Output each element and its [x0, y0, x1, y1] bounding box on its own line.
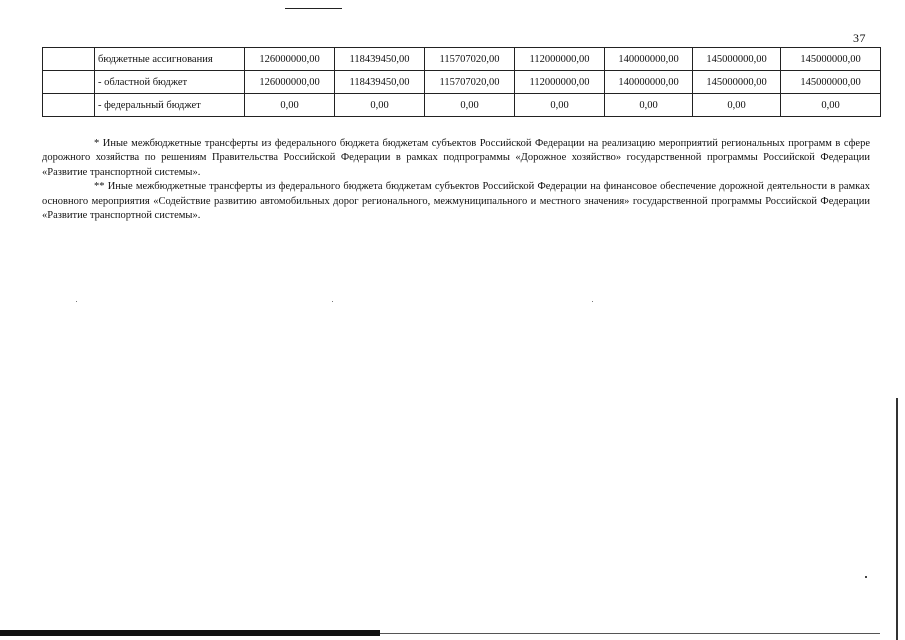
table-row-regional-budget: [43, 71, 881, 94]
value-cell: 145000000,00: [781, 48, 881, 71]
page-number: 37: [853, 31, 866, 45]
scan-bottom-rule: [380, 633, 880, 634]
empty-cell: [43, 94, 95, 117]
scan-speck: [332, 301, 333, 302]
budget-table: [42, 47, 881, 117]
scan-speck: [76, 301, 77, 302]
value-cell: 0,00: [605, 94, 693, 117]
value-cell: 0,00: [781, 94, 881, 117]
scan-bottom-edge: [0, 630, 380, 636]
value-cell: 118439450,00: [335, 48, 425, 71]
value-cell: 0,00: [425, 94, 515, 117]
value-cell: 145000000,00: [693, 71, 781, 94]
footnotes: [42, 137, 870, 223]
empty-cell: [43, 71, 95, 94]
value-cell: 145000000,00: [781, 71, 881, 94]
value-cell: 115707020,00: [425, 48, 515, 71]
footnote-1: * Иные межбюджетные трансферты из федерального бюджета бюджетам субъектов Российской Федерации на реализацию мероприятий региональных программ в сфере дорожного хозяйства по решениям Правительства Российской Федерации в рамках подпрограммы «Дорожное хозяйство» государственной программы Российской Федерации «Развитие транспортной системы».: [42, 138, 870, 178]
scan-speck: [592, 301, 593, 302]
footnote-2: ** Иные межбюджетные трансферты из федерального бюджета бюджетам субъектов Российской Федерации на финансовое обеспечение дорожной деятельности в рамках основного мероприятия «Содействие развитию автомобильных дорог регионального, межмуниципального и местного значения» государственной программы Российской Федерации «Развитие транспортной системы».: [42, 181, 870, 222]
row-label: - областной бюджет: [95, 71, 245, 94]
value-cell: 0,00: [693, 94, 781, 117]
row-label: - федеральный бюджет: [95, 94, 245, 117]
table-row-allocations: [43, 48, 881, 71]
value-cell: 126000000,00: [245, 71, 335, 94]
scan-right-edge: [896, 398, 898, 640]
value-cell: 140000000,00: [605, 48, 693, 71]
value-cell: 0,00: [335, 94, 425, 117]
top-scan-rule: [285, 8, 342, 9]
value-cell: 115707020,00: [425, 71, 515, 94]
value-cell: 112000000,00: [515, 48, 605, 71]
value-cell: 118439450,00: [335, 71, 425, 94]
empty-cell: [43, 48, 95, 71]
scan-speck: [865, 576, 867, 578]
value-cell: 126000000,00: [245, 48, 335, 71]
value-cell: 112000000,00: [515, 71, 605, 94]
value-cell: 140000000,00: [605, 71, 693, 94]
row-label: бюджетные ассигнования: [95, 48, 245, 71]
value-cell: 0,00: [515, 94, 605, 117]
table-row-federal-budget: [43, 94, 881, 117]
value-cell: 0,00: [245, 94, 335, 117]
value-cell: 145000000,00: [693, 48, 781, 71]
